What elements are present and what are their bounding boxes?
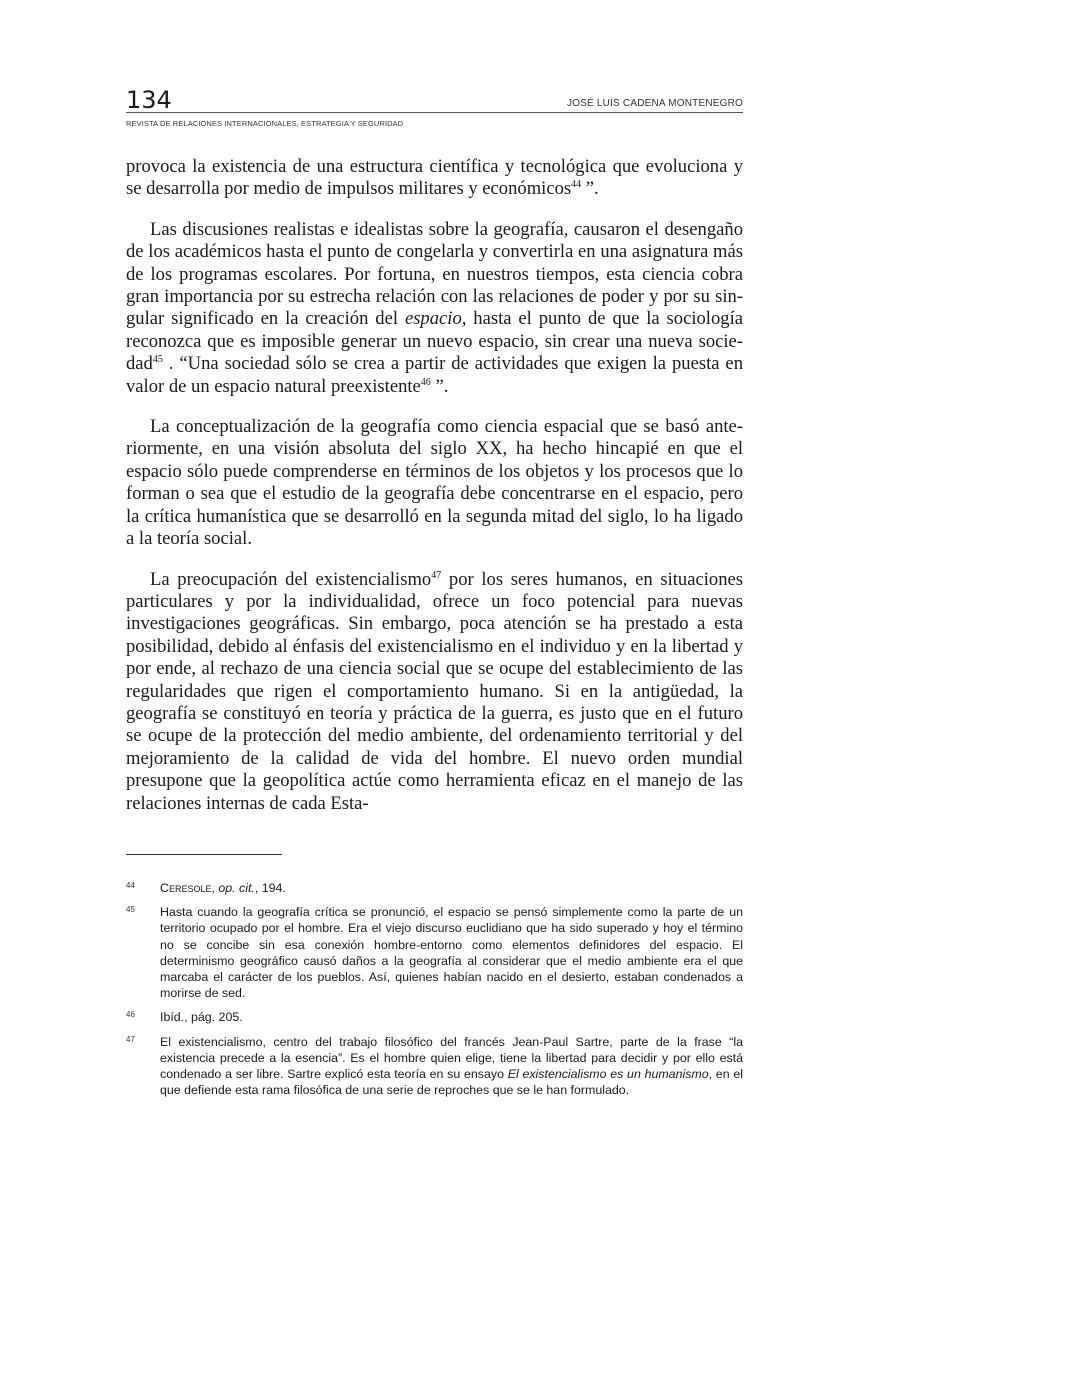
footnote-number: 44 (126, 881, 135, 890)
footnote-number: 45 (126, 905, 135, 915)
paragraph-1: provoca la existencia de una estructura científica y tecnológica que evoluciona y se desarrolla por medio de impulsos militares y económicos$^{44}$ ”. (126, 156, 743, 200)
footnote-45: 45 Hasta cuando la geografía crítica se pronunció, el espacio se pensó simplemente como la parte de un territorio ocupado por el hombre. Era el viejo discurso euclidiano que ha sido superado y hoy el término no se concibe sin esa conexión hombre-entorno como elementos definidores del espacio. El determinismo geográfico causó daños a la geografía al considerar que el medio ambiente era el que marcaba el carácter de los pueblos. Así, quienes habían nacido en el desierto, estaban condenados a morirse de sed. (126, 904, 743, 1001)
footnote-number: 46 (126, 1010, 135, 1020)
page-number: 134 (126, 86, 172, 114)
footnote-separator (126, 854, 282, 855)
footnote-ref-46[interactable]: 46 (420, 376, 431, 388)
paragraph-3: La conceptualización de la geografía como ciencia espacial que se basó anteriormente, en una visión absoluta del siglo XX, ha hecho hincapié en que el espacio sólo puede comprenderse en términos de los objetos y los procesos que lo forman o sea que el estudio de la geografía debe concentrarse en el espacio, pero la crítica humanística que se desarrolló en la segunda mitad del siglo, lo ha ligado a la teoría social. (126, 416, 743, 550)
footnotes (126, 880, 743, 1106)
footnote-44: 44 Ceresole, op. cit., 194. (126, 880, 743, 896)
footnote-ref-47[interactable]: 47 (431, 569, 442, 581)
footnote-46: 46 Ibíd., pág. 205. (126, 1009, 743, 1025)
paragraph-4: La preocupación del existencialismo$^{47}$ por los seres humanos, en situaciones particulares y por la individualidad, ofrece un foco potencial para nuevas investigaciones geográficas. Sin embargo, poca atención se ha prestado a esta posibilidad, debido al énfasis del existencialismo en el individuo y en la libertad y por ende, al rechazo de una ciencia social que se ocupe del establecimiento de las regularidades que rigen el comportamiento humano. Si en la antigüedad, la geografía se constituyó en teoría y práctica de la guerra, es justo que en el futuro se ocupe de la protección del medio ambiente, del ordenamiento territorial y del mejoramiento de la calidad de vida del hombre. El nuevo orden mundial presupone que la geopolítica actúe como herramienta eficaz en el manejo de las relaciones internas de cada Esta- (126, 568, 743, 814)
footnote-ref-45[interactable]: 45 (152, 354, 163, 366)
footnote-number: 47 (126, 1034, 135, 1044)
footnote-47: 47 El existencialismo, centro del trabajo filosófico del francés Jean-Paul Sartre, parte de la frase “la existencia precede a la esencia”. Es el hombre quien elige, tiene la libertad para decidir y por ello está condenado a ser libre. Sartre explicó esta teoría en su ensayo El existencialismo es un humanismo, en el que defiende esta rama filosófica de una serie de reproches que se le han formulado. (126, 1034, 743, 1099)
running-author: JOSÉ LUIS CADENA MONTENEGRO (567, 98, 743, 109)
footnote-ref-44[interactable]: 44 (571, 179, 582, 191)
journal-title: REVISTA DE RELACIONES INTERNACIONALES, ESTRATEGIA Y SEGURIDAD (126, 119, 404, 128)
paragraph-2: Las discusiones realistas e idealistas sobre la geografía, causaron el desengaño de los académicos hasta el punto de congelarla y convertirla en una asignatura más de los programas escolares. Por fortuna, en nuestros tiempos, esta ciencia cobra gran importancia por su estrecha relación con las relaciones de poder y por su singular significado en la creación del espacio, hasta el punto de que la sociología reconozca que es imposible generar un nuevo espacio, sin crear una nueva sociedad$^{45}$ . “Una sociedad sólo se crea a partir de actividades que exigen la puesta en valor de un espacio natural preexistente$^{46}$ ”. (126, 218, 743, 397)
header-rule (126, 112, 743, 113)
body-text (126, 156, 743, 833)
